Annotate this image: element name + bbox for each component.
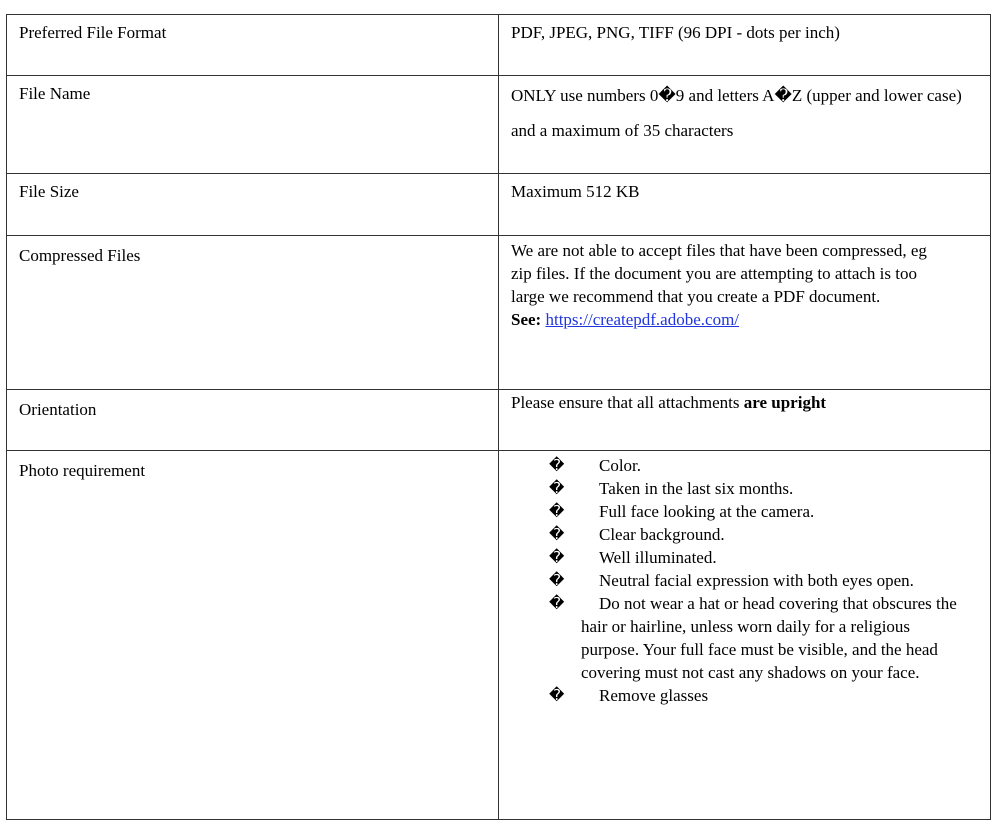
bullet-replacement-char-icon: � xyxy=(549,456,565,474)
photo-requirement-item xyxy=(511,523,971,546)
bullet-replacement-char-icon: � xyxy=(549,479,565,497)
createpdf-link[interactable]: https://createpdf.adobe.com/ xyxy=(545,310,740,329)
row-label: File Size xyxy=(19,182,79,201)
photo-requirement-text: Remove glasses xyxy=(599,686,709,705)
row-value: PDF, JPEG, PNG, TIFF (96 DPI - dots per inch) xyxy=(511,23,840,42)
photo-requirement-text: Neutral facial expression with both eyes open. xyxy=(599,571,914,590)
requirements-table xyxy=(6,14,991,820)
compressed-files-text: We are not able to accept files that have been compressed, eg zip files. If the document you are attempting to attach is too large we recommend that you create a PDF document. xyxy=(511,241,927,306)
orientation-emphasis: are upright xyxy=(743,393,827,412)
photo-requirement-text: Color. xyxy=(599,456,642,475)
bullet-replacement-char-icon: � xyxy=(549,686,565,704)
photo-requirement-item xyxy=(511,546,971,569)
photo-requirement-item xyxy=(511,592,971,684)
row-value xyxy=(511,239,951,331)
bullet-replacement-char-icon: � xyxy=(549,548,565,566)
table-row-orientation xyxy=(7,390,990,451)
row-value xyxy=(511,393,971,413)
photo-requirement-text: Taken in the last six months. xyxy=(599,479,794,498)
row-label: Preferred File Format xyxy=(19,23,167,42)
row-label: Photo requirement xyxy=(19,461,146,480)
row-label: File Name xyxy=(19,84,91,103)
photo-requirement-item xyxy=(511,454,971,477)
photo-requirement-text: Do not wear a hat or head covering that obscures the hair or hairline, unless worn daily for a religious purpose. Your full face must be visible, and the head covering must not cast any shadows on your face. xyxy=(581,594,957,682)
row-value xyxy=(511,454,971,707)
row-label: Compressed Files xyxy=(19,246,141,265)
bullet-replacement-char-icon: � xyxy=(549,594,565,612)
row-value: Maximum 512 KB xyxy=(511,182,640,201)
photo-requirement-item xyxy=(511,500,971,523)
bullet-replacement-char-icon: � xyxy=(549,525,565,543)
table-row-file-size xyxy=(7,174,990,236)
photo-requirement-list xyxy=(511,454,971,707)
photo-requirement-text: Full face looking at the camera. xyxy=(599,502,815,521)
photo-requirement-item xyxy=(511,569,971,592)
photo-requirement-item xyxy=(511,477,971,500)
table-row-file-format xyxy=(7,15,990,76)
table-row-photo-requirement xyxy=(7,451,990,819)
see-label: See: xyxy=(511,310,542,329)
row-value: ONLY use numbers 0�9 and letters A�Z (upper and lower case) and a maximum of 35 characters xyxy=(511,86,962,140)
bullet-replacement-char-icon: � xyxy=(549,571,565,589)
table-row-file-name xyxy=(7,76,990,174)
bullet-replacement-char-icon: � xyxy=(549,502,565,520)
photo-requirement-text: Well illuminated. xyxy=(599,548,717,567)
orientation-text: Please ensure that all attachments xyxy=(511,393,740,412)
row-label: Orientation xyxy=(19,400,97,419)
table-row-compressed-files xyxy=(7,236,990,390)
photo-requirement-text: Clear background. xyxy=(599,525,725,544)
photo-requirement-item xyxy=(511,684,971,707)
